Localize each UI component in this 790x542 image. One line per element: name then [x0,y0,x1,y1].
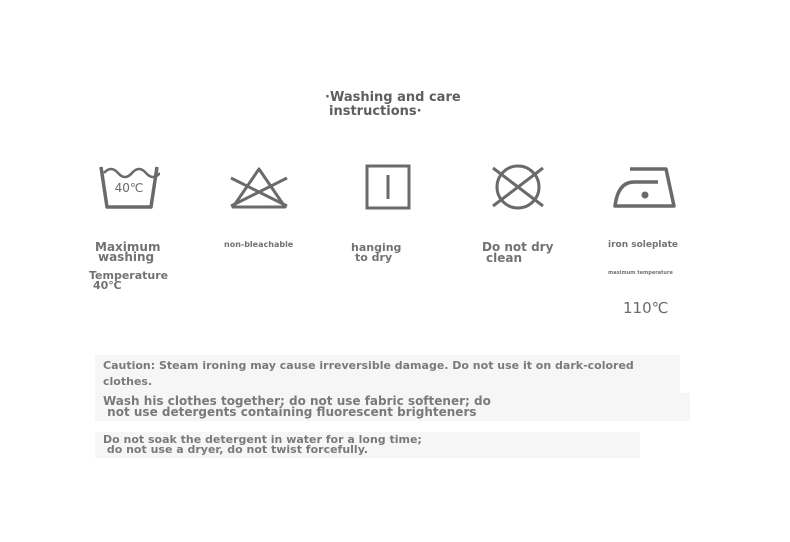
iron-icon [612,166,678,210]
page-title [325,91,485,119]
hang-dry-icon [365,164,411,210]
wash-note [95,393,690,421]
no-dry-clean-icon [490,162,546,212]
soak-note [95,432,640,458]
wash-note-line-1: Wash his clothes together; do not use fabric softener; do [103,394,491,408]
hang-dry-label [351,243,401,263]
title-line-1: ·Washing and care [325,90,461,105]
wash-temp-text: 40℃ [114,181,144,195]
iron-sub-label [608,270,673,276]
no-dry-clean-label-line-1: Do not dry [482,240,554,254]
wash-sub-label-line-1: Temperature [89,269,169,282]
wash-label-line-2: washing [98,250,155,264]
no-dry-clean-label-line-2: clean [486,251,523,265]
hang-dry-label-line-1: hanging [351,241,402,254]
title-line-2: instructions· [329,104,422,119]
wash-note-line-2: not use detergents containing fluorescent brighteners [103,405,477,419]
wash-sub-label [89,271,168,291]
iron-label [608,240,678,250]
non-bleach-label-line-1: non-bleachable [224,240,294,249]
hang-dry-label-line-2: to dry [355,251,393,264]
soak-note-line-2: do not use a dryer, do not twist forcefully. [103,443,369,456]
iron-temp-value: 110℃ [623,299,669,317]
no-dry-clean-label [482,242,553,264]
non-bleach-label [224,240,293,249]
caution-text: Caution: Steam ironing may cause irreversible damage. Do not use it on dark-colored clothes. [103,359,634,388]
wash-label [95,242,160,262]
caution-note [95,355,680,393]
wash-label-line-1: Maximum [95,240,161,254]
wash-sub-label-line-2: 40℃ [93,279,122,292]
wash-40-icon [98,163,160,211]
soak-note-line-1: Do not soak the detergent in water for a long time; [103,433,422,446]
iron-sub-label-line-1: maximum temperature [608,270,673,276]
iron-label-line-1: iron soleplate [608,240,678,250]
non-bleach-icon [228,166,290,210]
